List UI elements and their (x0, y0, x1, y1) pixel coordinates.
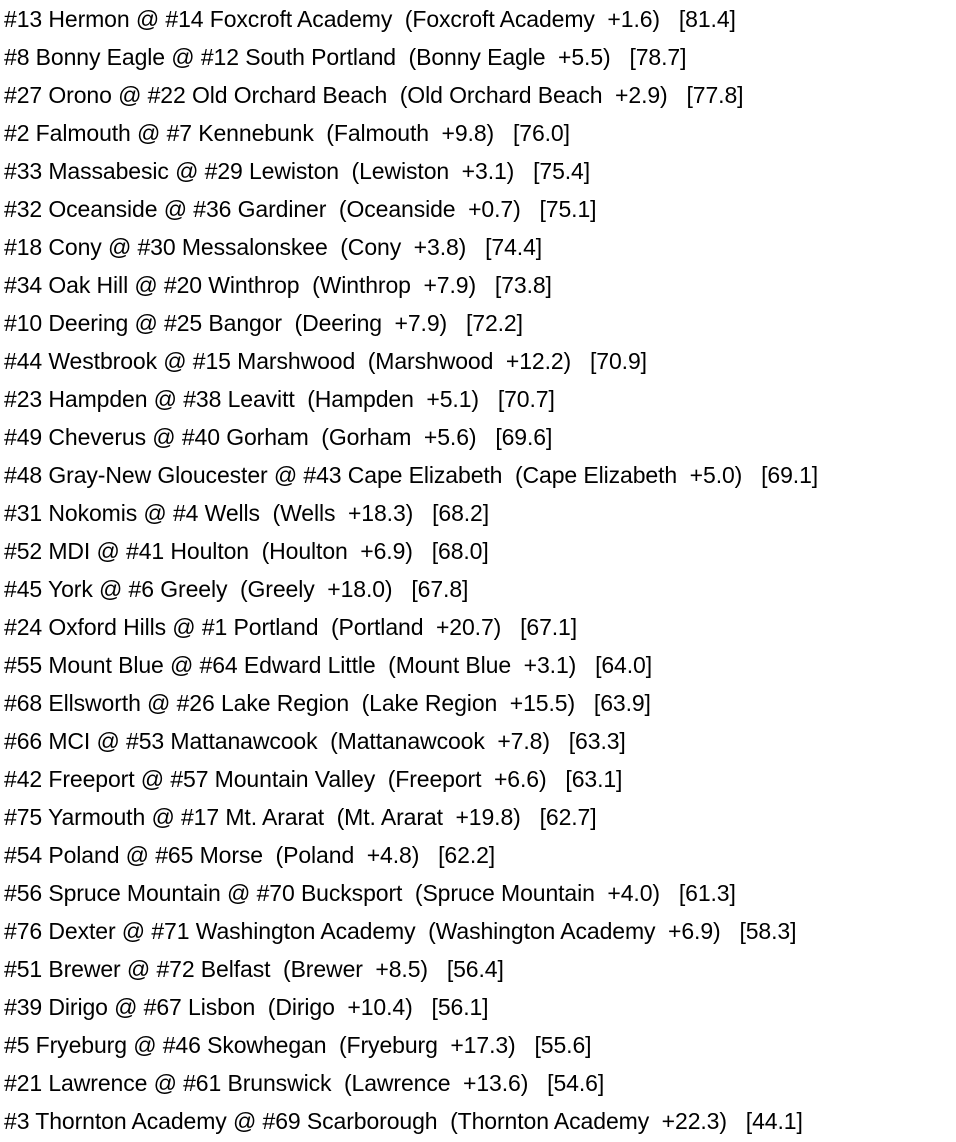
game-line: #33 Massabesic @ #29 Lewiston (Lewiston +3.1) [75.4] (4, 158, 591, 184)
game-line: #52 MDI @ #41 Houlton (Houlton +6.9) [68.0] (4, 538, 489, 564)
game-line: #51 Brewer @ #72 Belfast (Brewer +8.5) [56.4] (4, 956, 504, 982)
game-line: #49 Cheverus @ #40 Gorham (Gorham +5.6) [69.6] (4, 424, 553, 450)
game-line: #44 Westbrook @ #15 Marshwood (Marshwood +12.2) [70.9] (4, 348, 647, 374)
game-line: #34 Oak Hill @ #20 Winthrop (Winthrop +7.9) [73.8] (4, 272, 552, 298)
game-line: #76 Dexter @ #71 Washington Academy (Washington Academy +6.9) [58.3] (4, 918, 797, 944)
game-line: #66 MCI @ #53 Mattanawcook (Mattanawcook +7.8) [63.3] (4, 728, 626, 754)
game-line: #68 Ellsworth @ #26 Lake Region (Lake Region +15.5) [63.9] (4, 690, 651, 716)
game-line: #24 Oxford Hills @ #1 Portland (Portland +20.7) [67.1] (4, 614, 578, 640)
game-line: #54 Poland @ #65 Morse (Poland +4.8) [62.2] (4, 842, 496, 868)
game-line: #27 Orono @ #22 Old Orchard Beach (Old Orchard Beach +2.9) [77.8] (4, 82, 744, 108)
game-line: #13 Hermon @ #14 Foxcroft Academy (Foxcroft Academy +1.6) [81.4] (4, 6, 736, 32)
game-line: #2 Falmouth @ #7 Kennebunk (Falmouth +9.8) [76.0] (4, 120, 570, 146)
game-line: #39 Dirigo @ #67 Lisbon (Dirigo +10.4) [56.1] (4, 994, 489, 1020)
game-line: #48 Gray-New Gloucester @ #43 Cape Elizabeth (Cape Elizabeth +5.0) [69.1] (4, 462, 819, 488)
game-line: #10 Deering @ #25 Bangor (Deering +7.9) [72.2] (4, 310, 523, 336)
game-line: #18 Cony @ #30 Messalonskee (Cony +3.8) [74.4] (4, 234, 543, 260)
game-line: #21 Lawrence @ #61 Brunswick (Lawrence +13.6) [54.6] (4, 1070, 605, 1096)
game-line: #5 Fryeburg @ #46 Skowhegan (Fryeburg +17.3) [55.6] (4, 1032, 592, 1058)
game-list (4, 0, 954, 1140)
game-line: #45 York @ #6 Greely (Greely +18.0) [67.8] (4, 576, 469, 602)
game-line: #3 Thornton Academy @ #69 Scarborough (Thornton Academy +22.3) [44.1] (4, 1108, 803, 1134)
game-line: #75 Yarmouth @ #17 Mt. Ararat (Mt. Ararat +19.8) [62.7] (4, 804, 597, 830)
game-line: #42 Freeport @ #57 Mountain Valley (Freeport +6.6) [63.1] (4, 766, 623, 792)
game-line: #55 Mount Blue @ #64 Edward Little (Mount Blue +3.1) [64.0] (4, 652, 653, 678)
game-line: #56 Spruce Mountain @ #70 Bucksport (Spruce Mountain +4.0) [61.3] (4, 880, 736, 906)
game-line: #32 Oceanside @ #36 Gardiner (Oceanside +0.7) [75.1] (4, 196, 597, 222)
game-line: #31 Nokomis @ #4 Wells (Wells +18.3) [68.2] (4, 500, 490, 526)
game-line: #23 Hampden @ #38 Leavitt (Hampden +5.1) [70.7] (4, 386, 555, 412)
game-line: #8 Bonny Eagle @ #12 South Portland (Bonny Eagle +5.5) [78.7] (4, 44, 687, 70)
